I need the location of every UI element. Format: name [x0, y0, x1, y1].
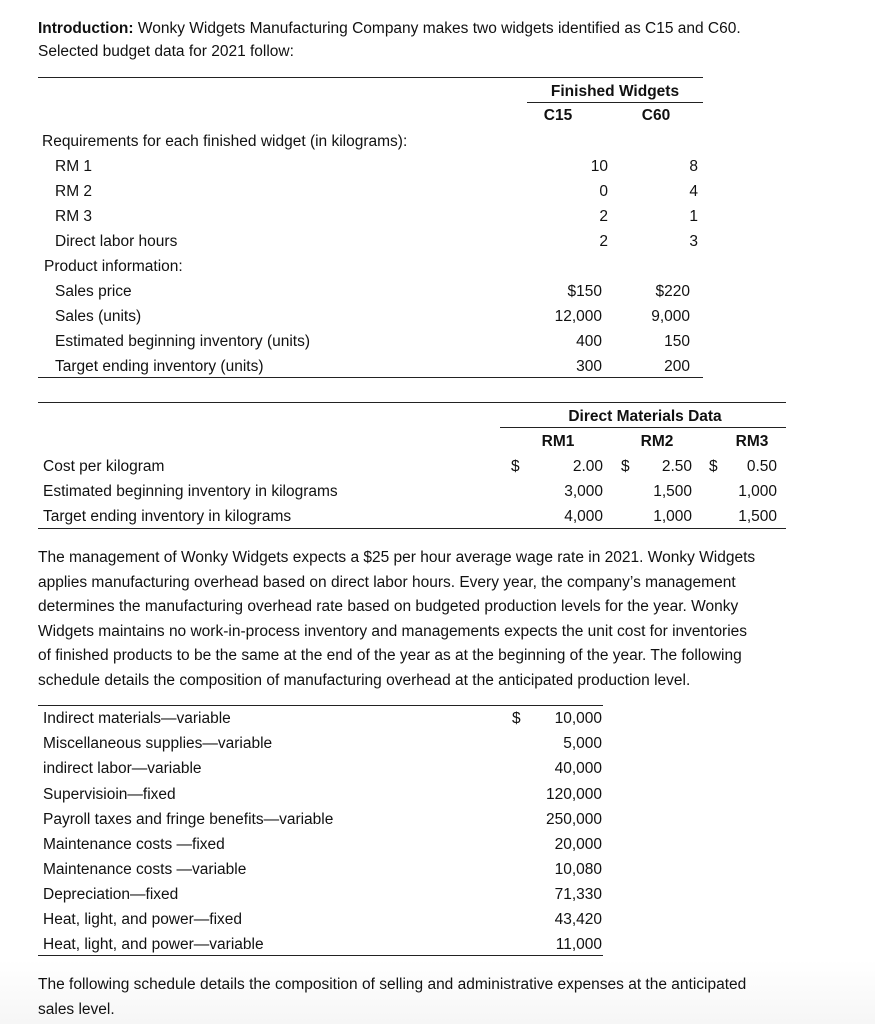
paragraph-line: Widgets maintains no work-in-process inventory and managements expects the unit cost for inventories [38, 622, 748, 640]
row-label: Estimated beginning inventory (units) [55, 333, 311, 350]
table-bottom-rule [38, 377, 703, 378]
paragraph-line: The management of Wonky Widgets expects a $25 per hour average wage rate in 2021. Wonky Widgets [38, 549, 756, 566]
intro-line-2: Selected budget data for 2021 follow: [38, 43, 294, 60]
cell-c15: 2 [599, 208, 608, 225]
row-label: Cost per kilogram [43, 458, 165, 475]
column-header-rm2: RM2 [640, 433, 674, 450]
overhead-value: 10,000 [554, 710, 602, 727]
product-information-label: Product information: [44, 258, 183, 275]
selling-admin-paragraph [38, 973, 828, 1022]
cell-c15: 400 [576, 333, 602, 350]
overhead-value: 71,330 [554, 886, 602, 903]
cell-rm3: 1,500 [738, 508, 777, 525]
requirements-label: Requirements for each finished widget (in kilograms): [42, 133, 408, 150]
overhead-label: Heat, light, and power—fixed [43, 911, 243, 928]
cell-c60: 4 [689, 183, 698, 200]
overhead-label: Heat, light, and power—variable [43, 936, 264, 953]
cell-rm1: 2.00 [572, 458, 603, 475]
overhead-bottom-rule [38, 955, 603, 956]
cell-c15: 0 [599, 183, 608, 200]
overhead-value: 10,080 [554, 861, 602, 878]
cell-c15: 2 [599, 233, 608, 250]
column-header-rm3: RM3 [735, 433, 769, 450]
row-label: Direct labor hours [55, 233, 178, 250]
overhead-label: Maintenance costs —fixed [43, 836, 225, 853]
paragraph-line: applies manufacturing overhead based on direct labor hours. Every year, the company’s management [38, 573, 736, 591]
cell-c15: 10 [590, 158, 608, 175]
direct-materials-header: Direct Materials Data [568, 408, 722, 425]
cell-rm2: 2.50 [661, 458, 692, 475]
overhead-value: 43,420 [554, 911, 602, 928]
row-label: Sales price [55, 283, 132, 300]
paragraph-line: of finished products to be the same at the end of the year as at the beginning of the year. The following [38, 647, 742, 665]
intro-line-1 [38, 19, 741, 39]
intro-label: Introduction: [38, 20, 134, 37]
overhead-value: 11,000 [555, 936, 602, 953]
paragraph-line: determines the manufacturing overhead rate based on budgeted production levels for the year. Wonky [38, 598, 739, 616]
row-label: Target ending inventory in kilograms [43, 508, 292, 525]
dollar-sign: $ [511, 458, 520, 475]
overhead-value: 5,000 [563, 735, 602, 752]
materials-bottom-rule [38, 528, 786, 529]
table-top-rule [38, 77, 703, 78]
overhead-paragraph [38, 546, 828, 694]
cell-rm1: 4,000 [564, 508, 603, 525]
overhead-value: 250,000 [545, 811, 602, 828]
cell-rm2: 1,000 [653, 508, 692, 525]
overhead-label: Supervisioin—fixed [43, 786, 176, 803]
row-label: Sales (units) [55, 308, 142, 325]
column-header-c60: C60 [641, 107, 671, 124]
row-label: Target ending inventory (units) [55, 358, 264, 375]
cell-c60: 1 [689, 208, 698, 225]
cell-c60: $220 [655, 283, 690, 300]
cell-c60: 8 [689, 158, 698, 175]
paragraph-line: sales level. [38, 1000, 115, 1018]
overhead-label: Payroll taxes and fringe benefits—variable [43, 811, 334, 828]
cell-c60: 150 [664, 333, 690, 350]
cell-c60: 3 [689, 233, 698, 250]
intro-text: Wonky Widgets Manufacturing Company makes two widgets identified as C15 and C60. [133, 20, 741, 37]
overhead-value: 40,000 [554, 760, 602, 777]
row-label: RM 1 [55, 158, 93, 175]
column-header-c15: C15 [543, 107, 573, 124]
cell-c15: 300 [576, 358, 602, 375]
column-header-rm1: RM1 [541, 433, 575, 450]
overhead-value: 120,000 [545, 786, 602, 803]
row-label: Estimated beginning inventory in kilograms [43, 483, 338, 500]
cell-rm3: 0.50 [746, 458, 777, 475]
cell-rm1: 3,000 [564, 483, 603, 500]
overhead-label: indirect labor—variable [43, 760, 202, 777]
cell-c15: 12,000 [554, 308, 602, 325]
dollar-sign: $ [621, 458, 630, 475]
dollar-sign: $ [512, 710, 521, 727]
overhead-label: Indirect materials—variable [43, 710, 231, 727]
materials-top-rule [38, 402, 786, 403]
dollar-sign: $ [709, 458, 718, 475]
paragraph-line: schedule details the composition of manufacturing overhead at the anticipated production level. [38, 671, 691, 689]
cell-c60: 9,000 [651, 308, 690, 325]
overhead-label: Miscellaneous supplies—variable [43, 735, 273, 752]
paragraph-line: The following schedule details the composition of selling and administrative expenses at the anticipated [38, 976, 747, 993]
row-label: RM 3 [55, 208, 93, 225]
materials-header-underline [500, 427, 786, 428]
overhead-value: 20,000 [554, 836, 602, 853]
overhead-label: Depreciation—fixed [43, 886, 179, 903]
overhead-label: Maintenance costs —variable [43, 861, 247, 878]
cell-rm3: 1,000 [738, 483, 777, 500]
cell-c60: 200 [664, 358, 690, 375]
header-underline [527, 102, 703, 103]
cell-rm2: 1,500 [653, 483, 692, 500]
cell-c15: $150 [567, 283, 602, 300]
finished-widgets-header: Finished Widgets [550, 83, 680, 100]
overhead-top-rule [38, 705, 603, 706]
row-label: RM 2 [55, 183, 93, 200]
